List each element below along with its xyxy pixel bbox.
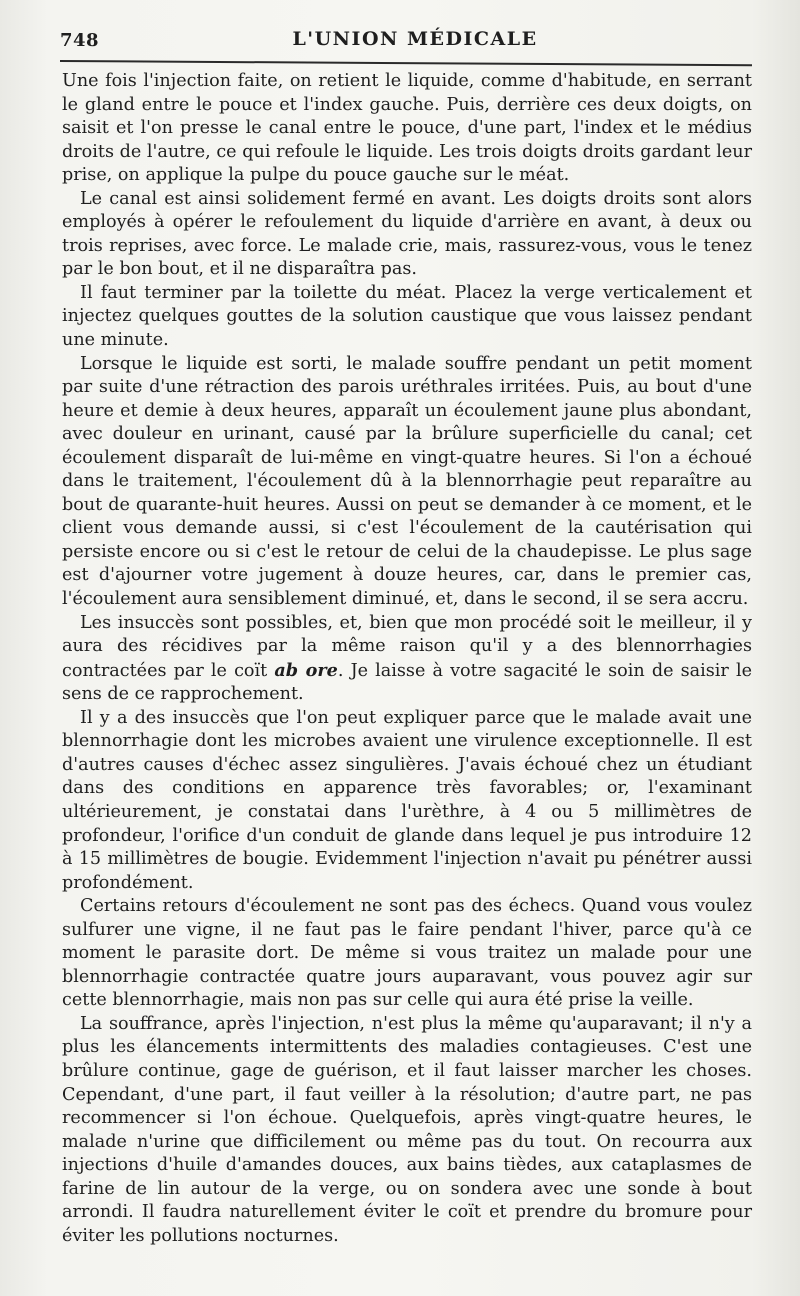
paragraph-4: Lorsque le liquide est sorti, le malade souffre pendant un petit moment par suite d'une rétraction des parois uréthrales irritées. Puis, au bout d'une heure et demie à deux heures, apparaît un écoulement jaune plus abondant, avec douleur en urinant, causé par la brûlure superficielle du canal; cet écoulement disparaît de lui-même en vingt-quatre heures. Si l'on a échoué dans le traitement, l'écoulement dû à la blennorrhagie peut reparaître au bout de quarante-huit heures. Aussi on peut se demander à ce moment, et le client vous demande aussi, si c'est l'écoulement de la cautérisation qui persiste encore ou si c'est le retour de celui de la chaudepisse. Le plus sage est d'ajourner votre jugement à douze heures, car, dans le premier cas, l'écoulement aura sensiblement diminué, et, dans le second, il se sera accru.: [62, 353, 752, 610]
paragraph-6: Il y a des insuccès que l'on peut expliquer parce que le malade avait une blennorrhagie dont les microbes avaient une virulence exceptionnelle. Il est d'autres causes d'échec assez singulières. J'avais échoué chez un étudiant dans des conditions en apparence très favorables; or, l'examinant ultérieurement, je constatai dans l'urèthre, à 4 ou 5 millimètres de profondeur, l'orifice d'un conduit de glande dans lequel je pus introduire 12 à 15 millimètres de bougie. Evidemment l'injection n'avait pu pénétrer aussi profondément.: [62, 707, 752, 893]
page-number: 748: [60, 30, 100, 51]
paragraph-2: Le canal est ainsi solidement fermé en avant. Les doigts droits sont alors employés à opérer le refoulement du liquide d'arrière en avant, à deux ou trois reprises, avec force. Le malade crie, mais, rassurez-vous, vous le tenez par le bon bout, et il ne disparaîtra pas.: [62, 188, 752, 280]
paragraph-5: [62, 612, 752, 707]
paragraph-7: Certains retours d'écoulement ne sont pas des échecs. Quand vous voulez sulfurer une vigne, il ne faut pas le faire pendant l'hiver, parce qu'à ce moment le parasite dort. De même si vous traitez un malade pour une blennorrhagie contractée quatre jours auparavant, vous pouvez agir sur cette blennorrhagie, mais non pas sur celle qui aura été prise la veille.: [62, 896, 752, 1011]
journal-title: L'UNION MÉDICALE: [292, 28, 538, 50]
paragraph-5-text-after: . Je laisse à votre sagacité le soin de saisir le sens de ce rapprochement.: [62, 660, 752, 705]
paragraph-5-italic: ab ore: [274, 659, 338, 681]
paragraph-5-text-before: Les insuccès sont possibles, et, bien que mon procédé soit le meilleur, il y aura des récidives par la même raison qu'il y a des blennorrhagies contractées par le coït: [62, 612, 752, 681]
paragraph-3: Il faut terminer par la toilette du méat. Placez la verge verticalement et injectez quelques gouttes de la solution caustique que vous laissez pendant une minute.: [62, 282, 752, 351]
running-head: [60, 22, 750, 56]
header-rule: [60, 60, 752, 66]
paragraph-8: La souffrance, après l'injection, n'est plus la même qu'auparavant; il n'y a plus les élancements intermittents des maladies contagieuses. C'est une brûlure continue, gage de guérison, et il faut laisser marcher les choses. Cependant, d'une part, il faut veiller à la résolution; d'autre part, ne pas recommencer si l'on échoue. Quelquefois, après vingt-quatre heures, le malade n'urine que difficilement ou même pas du tout. On recourra aux injections d'huile d'amandes douces, aux bains tièdes, aux cataplasmes de farine de lin autour de la verge, ou on sondera avec une sonde à bout arrondi. Il faudra naturellement éviter le coït et prendre du bromure pour éviter les pollutions nocturnes.: [62, 1013, 752, 1246]
article-body: [62, 70, 752, 1248]
paragraph-1: Une fois l'injection faite, on retient le liquide, comme d'habitude, en serrant le gland entre le pouce et l'index gauche. Puis, derrière ces deux doigts, on saisit et l'on presse le canal entre le pouce, d'une part, l'index et le médius droits de l'autre, ce qui refoule le liquide. Les trois doigts droits gardant leur prise, on applique la pulpe du pouce gauche sur le méat.: [62, 71, 752, 186]
